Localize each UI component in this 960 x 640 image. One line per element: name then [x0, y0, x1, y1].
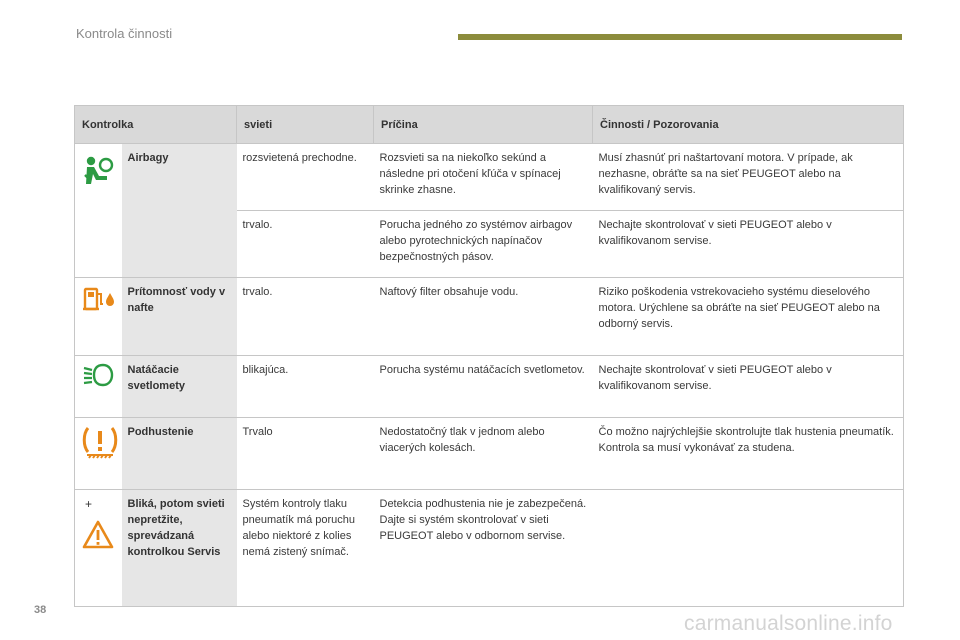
plus-sign: +: [85, 497, 93, 511]
column-header-kontrolka: Kontrolka: [75, 106, 237, 144]
state-cell: blikajúca.: [237, 356, 374, 418]
cause-cell: Nedostatočný tlak v jednom alebo viacerých kolesách.: [374, 418, 593, 490]
action-cell: [593, 490, 904, 607]
column-header-pricina: Príčina: [374, 106, 593, 144]
state-cell: rozsvietená prechodne.: [237, 144, 374, 211]
tyre-pressure-icon-cell: [75, 418, 122, 490]
watermark: carmanualsonline.info: [684, 612, 893, 635]
service-warning-icon-cell: [75, 490, 122, 607]
table-row: [75, 490, 904, 607]
cause-cell: Rozsvieti sa na niekoľko sekúnd a následne pri otočení kľúča v spínacej skrinke zhasne.: [374, 144, 593, 211]
directional-headlamp-icon-cell: [75, 356, 122, 418]
cause-cell: Detekcia podhustenia nie je zabezpečená. Dajte si systém skontrolovať v sieti PEUGEOT alebo v odbornom servise.: [374, 490, 593, 607]
table-row: [75, 144, 904, 211]
action-cell: Nechajte skontrolovať v sieti PEUGEOT alebo v kvalifikovanom servise.: [593, 211, 904, 278]
cause-cell: Porucha systému natáčacích svetlometov.: [374, 356, 593, 418]
warning-name-under-inflation: Podhustenie: [122, 418, 237, 490]
warning-name-airbags: Airbagy: [122, 144, 237, 278]
cause-cell: Porucha jedného zo systémov airbagov alebo pyrotechnických napínačov bezpečnostných pásov.: [374, 211, 593, 278]
service-warning-icon: [82, 520, 114, 550]
tyre-pressure-icon: [81, 424, 119, 462]
warning-name-flashing-then-fixed-service: Bliká, potom svieti nepretžite, sprevádzaná kontrolkou Servis: [122, 490, 237, 607]
column-header-svieti: svieti: [237, 106, 374, 144]
action-cell: Nechajte skontrolovať v sieti PEUGEOT alebo v kvalifikovanom servise.: [593, 356, 904, 418]
action-cell: Čo možno najrýchlejšie skontrolujte tlak hustenia pneumatík. Kontrola sa musí vykonávať za studena.: [593, 418, 904, 490]
airbag-icon: [81, 154, 115, 188]
action-cell: Musí zhasnúť pri naštartovaní motora. V prípade, ak nezhasne, obráťte sa na sieť PEUGEOT alebo na kvalifikovaný servis.: [593, 144, 904, 211]
warning-name-directional-headlamps: Natáčacie svetlomety: [122, 356, 237, 418]
section-title: Kontrola činnosti: [76, 26, 173, 41]
action-cell: Riziko poškodenia vstrekovacieho systému dieselového motora. Urýchlene sa obráťte na sieť PEUGEOT alebo na odborný servis.: [593, 278, 904, 356]
airbag-icon-cell: [75, 144, 122, 278]
water-in-diesel-icon: [81, 284, 117, 314]
page-number: 38: [34, 604, 47, 616]
state-cell: Systém kontroly tlaku pneumatík má poruchu alebo niektoré z kolies nemá zistený snímač.: [237, 490, 374, 607]
table-row: [75, 278, 904, 356]
water-in-diesel-icon-cell: [75, 278, 122, 356]
warning-lights-table: [74, 105, 904, 607]
table-header-row: [75, 106, 904, 144]
column-header-cinnosti: Činnosti / Pozorovania: [593, 106, 904, 144]
cause-cell: Naftový filter obsahuje vodu.: [374, 278, 593, 356]
state-cell: Trvalo: [237, 418, 374, 490]
section-divider-bar: [458, 34, 902, 40]
warning-name-water-in-diesel: Prítomnosť vody v nafte: [122, 278, 237, 356]
state-cell: trvalo.: [237, 278, 374, 356]
table-row: [75, 418, 904, 490]
directional-headlamp-icon: [81, 362, 115, 388]
table-row: [75, 356, 904, 418]
state-cell: trvalo.: [237, 211, 374, 278]
